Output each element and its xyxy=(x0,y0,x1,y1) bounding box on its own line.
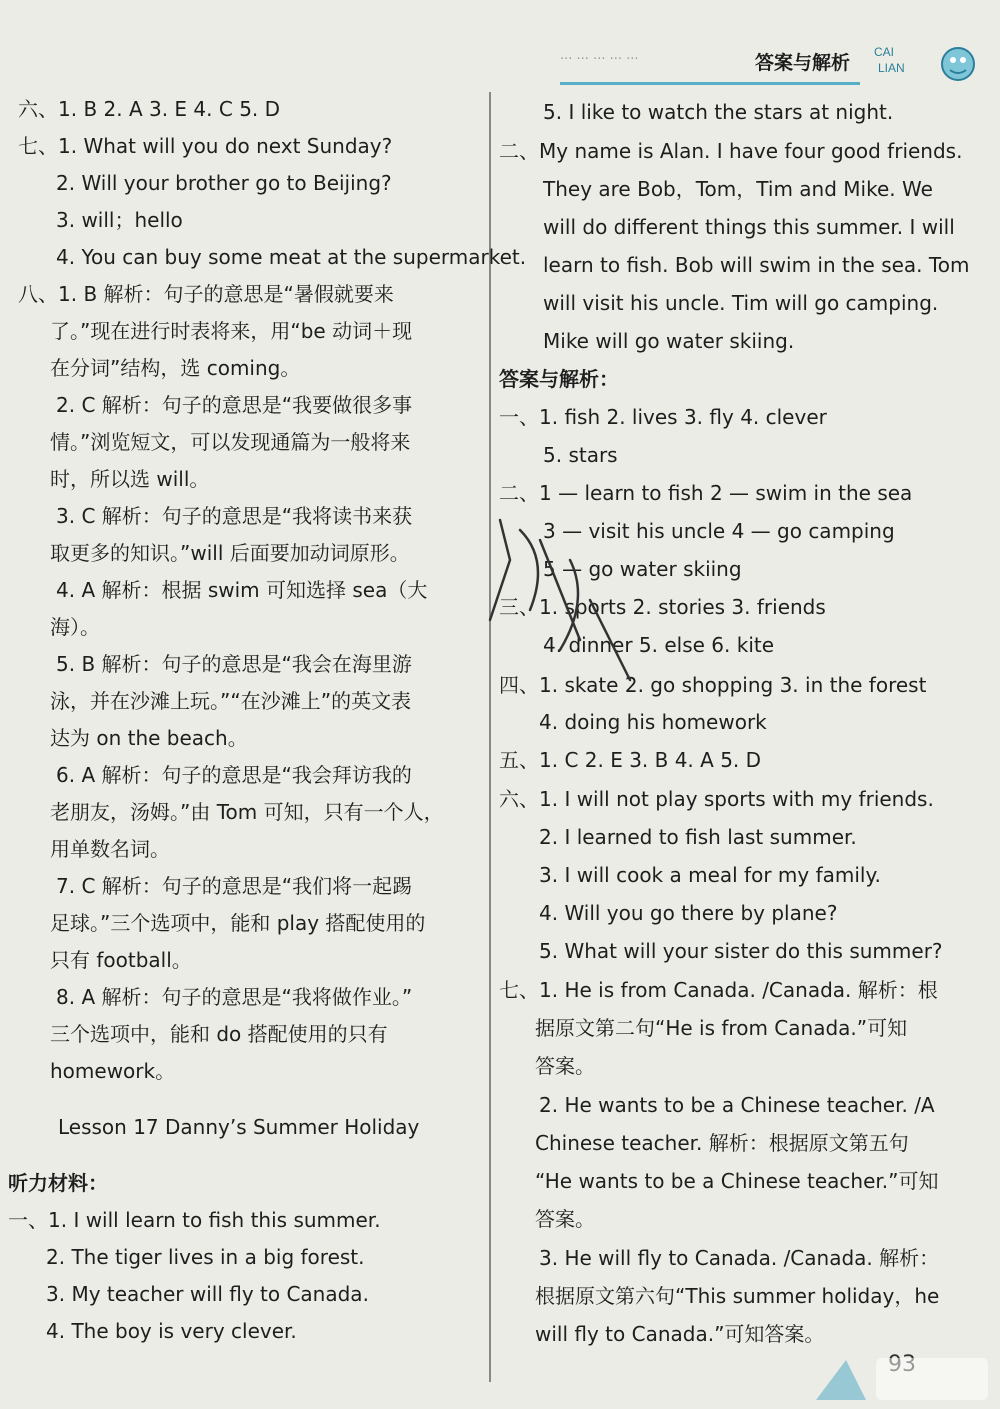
text-line: 6. A 解析：句子的意思是“我会拜访我的 xyxy=(56,763,412,787)
text-line: 4. Will you go there by plane? xyxy=(539,901,838,925)
lesson-title: Lesson 17 Danny’s Summer Holiday xyxy=(58,1115,420,1139)
text-line: homework。 xyxy=(50,1059,176,1083)
text-line: 5. I like to watch the stars at night. xyxy=(543,100,894,124)
text-line: 五、1. C 2. E 3. B 4. A 5. D xyxy=(499,748,762,772)
section-heading: 听力材料： xyxy=(8,1171,108,1195)
text-line: 足球。”三个选项中，能和 play 搭配使用的 xyxy=(50,911,426,935)
brand-logo xyxy=(868,34,978,104)
text-line: 七、1. What will you do next Sunday? xyxy=(18,134,393,158)
text-line: 3. He will fly to Canada. /Canada. 解析： xyxy=(539,1246,940,1270)
text-line: 5. B 解析：句子的意思是“我会在海里游 xyxy=(56,652,412,676)
header-faint-text: ··· ··· ··· ··· ··· xyxy=(560,52,639,67)
svg-text:LIAN: LIAN xyxy=(878,61,905,75)
watermark-logo xyxy=(806,1350,996,1408)
text-line: 二、1 — learn to fish 2 — swim in the sea xyxy=(499,481,913,505)
text-line: 用单数名词。 xyxy=(50,837,170,861)
text-line: 2. I learned to fish last summer. xyxy=(539,825,857,849)
text-line: 4. doing his homework xyxy=(539,710,767,734)
text-line: 达为 on the beach。 xyxy=(50,726,248,750)
text-line: 根据原文第六句“This summer holiday，he xyxy=(535,1284,940,1308)
text-line: 8. A 解析：句子的意思是“我将做作业。” xyxy=(56,985,413,1009)
text-line: 2. He wants to be a Chinese teacher. /A xyxy=(539,1093,935,1117)
section-heading: 答案与解析： xyxy=(499,367,619,391)
text-line: 5. stars xyxy=(543,443,618,467)
text-line: 3. I will cook a meal for my family. xyxy=(539,863,881,887)
text-line: 情。”浏览短文，可以发现通篇为一般将来 xyxy=(50,430,411,454)
text-line: 六、1. I will not play sports with my friends. xyxy=(499,787,934,811)
text-line: 4. dinner 5. else 6. kite xyxy=(543,633,775,657)
text-line: 六、1. B 2. A 3. E 4. C 5. D xyxy=(18,97,281,121)
column-divider xyxy=(489,92,491,1382)
text-line: 3. C 解析：句子的意思是“我将读书来获 xyxy=(56,504,413,528)
handwritten-scribble xyxy=(470,500,670,700)
text-line: 4. The boy is very clever. xyxy=(46,1319,297,1343)
svg-text:CAI: CAI xyxy=(874,45,895,59)
text-line: 了。”现在进行时表将来，用“be 动词＋现 xyxy=(50,319,413,343)
text-line: 泳，并在沙滩上玩。”“在沙滩上”的英文表 xyxy=(50,689,412,713)
text-line: They are Bob，Tom，Tim and Mike. We xyxy=(543,177,933,201)
text-line: 据原文第二句“He is from Canada.”可知 xyxy=(535,1016,908,1040)
text-line: 4. A 解析：根据 swim 可知选择 sea（大 xyxy=(56,578,428,602)
text-line: 只有 football。 xyxy=(50,948,192,972)
text-line: 答案。 xyxy=(535,1054,595,1078)
text-line: 老朋友，汤姆。”由 Tom 可知，只有一个人， xyxy=(50,800,444,824)
text-line: 2. C 解析：句子的意思是“我要做很多事 xyxy=(56,393,413,417)
text-line: 三、1. sports 2. stories 3. friends xyxy=(499,595,826,619)
text-line: 5. What will your sister do this summer? xyxy=(539,939,943,963)
text-line: 七、1. He is from Canada. /Canada. 解析：根 xyxy=(499,978,938,1002)
text-line: 2. The tiger lives in a big forest. xyxy=(46,1245,365,1269)
text-line: 八、1. B 解析：句子的意思是“暑假就要来 xyxy=(18,282,394,306)
page-header xyxy=(560,42,860,85)
text-line: learn to fish. Bob will swim in the sea. Tom xyxy=(543,253,970,277)
text-line: 取更多的知识。”will 后面要加动词原形。 xyxy=(50,541,410,565)
text-line: Chinese teacher. 解析：根据原文第五句 xyxy=(535,1131,909,1155)
text-line: 2. Will your brother go to Beijing? xyxy=(56,171,392,195)
text-line: 一、1. I will learn to fish this summer. xyxy=(8,1208,381,1232)
text-line: will do different things this summer. I will xyxy=(543,215,955,239)
text-line: 一、1. fish 2. lives 3. fly 4. clever xyxy=(499,405,827,429)
text-line: 3. My teacher will fly to Canada. xyxy=(46,1282,369,1306)
text-line: “He wants to be a Chinese teacher.”可知 xyxy=(535,1169,939,1193)
text-line: 4. You can buy some meat at the supermarket. xyxy=(56,245,527,269)
text-line: 在分词”结构，选 coming。 xyxy=(50,356,301,380)
text-line: 3. will；hello xyxy=(56,208,183,232)
text-line: 四、1. skate 2. go shopping 3. in the forest xyxy=(499,673,927,697)
text-line: 3 — visit his uncle 4 — go camping xyxy=(543,519,895,543)
text-line: 5 — go water skiing xyxy=(543,557,742,581)
header-title: 答案与解析 xyxy=(754,52,850,74)
text-line: will visit his uncle. Tim will go camping. xyxy=(543,291,939,315)
text-line: 三个选项中，能和 do 搭配使用的只有 xyxy=(50,1022,388,1046)
text-line: 二、My name is Alan. I have four good friends. xyxy=(499,139,963,163)
text-line: 7. C 解析：句子的意思是“我们将一起踢 xyxy=(56,874,413,898)
text-line: 时，所以选 will。 xyxy=(50,467,210,491)
text-line: Mike will go water skiing. xyxy=(543,329,795,353)
text-line: 海）。 xyxy=(50,615,100,639)
text-line: will fly to Canada.”可知答案。 xyxy=(535,1322,825,1346)
text-line: 答案。 xyxy=(535,1207,595,1231)
